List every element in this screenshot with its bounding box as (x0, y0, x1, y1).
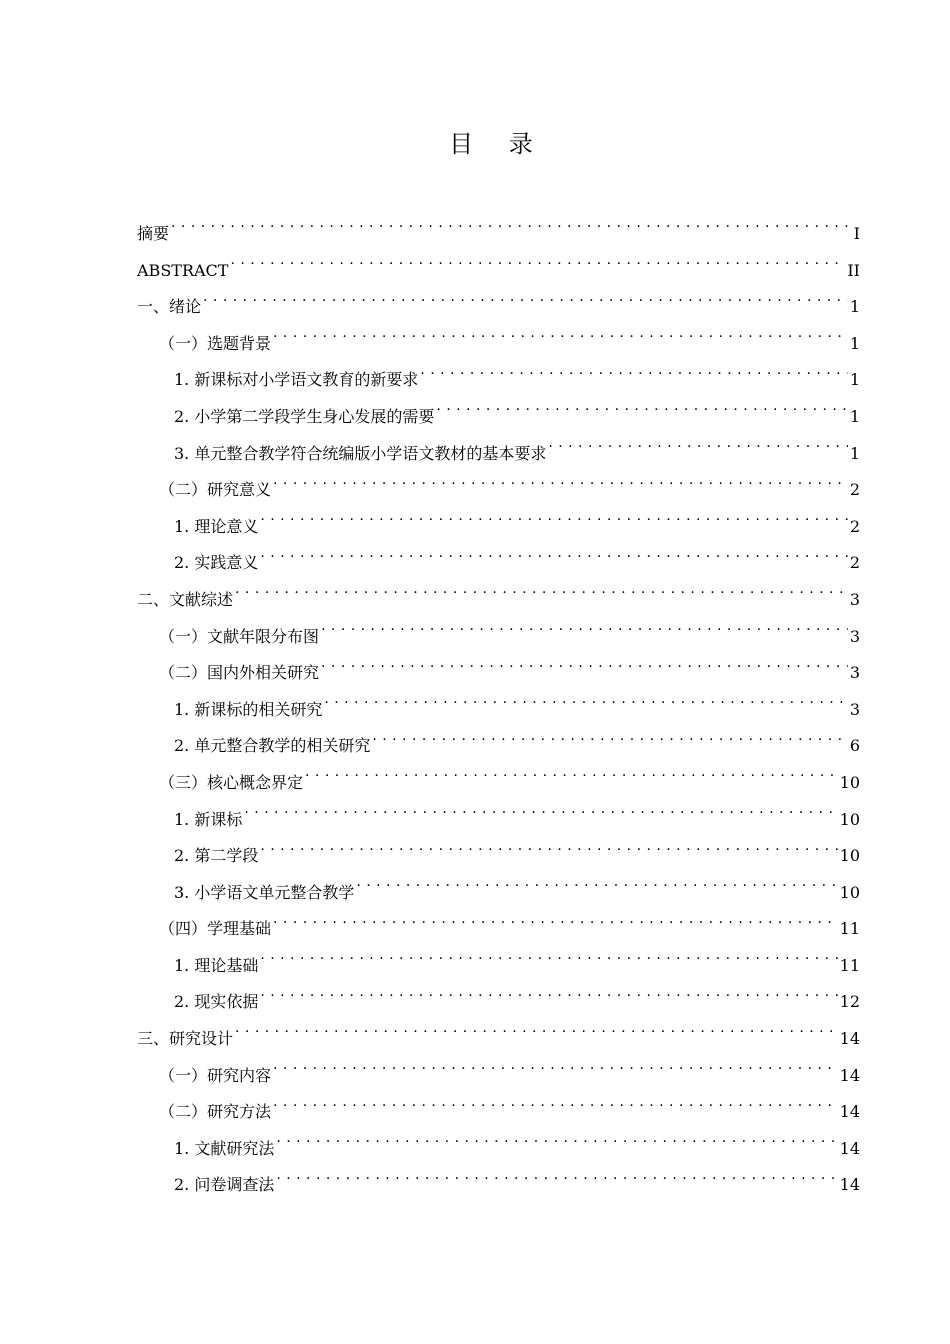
toc-entry[interactable] (137, 1021, 860, 1058)
toc-dot-leader (244, 809, 837, 825)
toc-entry[interactable] (137, 1131, 860, 1168)
toc-dot-leader (260, 955, 837, 971)
toc-entry[interactable] (137, 692, 860, 729)
toc-entry[interactable] (137, 362, 860, 399)
toc-entry-title: （一）选题背景 (159, 333, 272, 353)
toc-entry-page-number: 1 (849, 333, 860, 353)
toc-entry[interactable] (137, 399, 860, 436)
toc-dot-leader (260, 845, 837, 861)
toc-entry-page-number: II (847, 260, 860, 280)
toc-dot-leader (324, 699, 847, 715)
toc-entry[interactable] (137, 911, 860, 948)
toc-dot-leader (372, 735, 847, 751)
toc-entry-title: 1. 新课标对小学语文教育的新要求 (174, 370, 419, 390)
toc-dot-leader (260, 991, 837, 1007)
toc-entry-page-number: 11 (839, 955, 860, 975)
toc-entry-page-number: 14 (839, 1065, 860, 1085)
toc-entry-title: （二）研究方法 (159, 1102, 272, 1122)
toc-dot-leader (305, 772, 838, 788)
toc-entry-title: 2. 单元整合教学的相关研究 (174, 736, 371, 756)
toc-dot-leader (273, 1101, 838, 1117)
toc-entry-title: （二）研究意义 (159, 480, 272, 500)
toc-entry-title: 一、绪论 (137, 297, 202, 317)
toc-entry[interactable] (137, 582, 860, 619)
toc-entry-page-number: 10 (839, 882, 860, 902)
toc-dot-leader (273, 1065, 838, 1081)
toc-dot-leader (230, 260, 845, 276)
toc-list (137, 216, 860, 1204)
toc-entry-title: 3. 小学语文单元整合教学 (174, 882, 355, 902)
toc-entry[interactable] (137, 326, 860, 363)
toc-entry[interactable] (137, 948, 860, 985)
toc-dot-leader (235, 1028, 838, 1044)
toc-entry[interactable] (137, 436, 860, 473)
toc-entry-title: （三）核心概念界定 (159, 772, 304, 792)
toc-entry[interactable] (137, 216, 860, 253)
toc-entry-page-number: 3 (849, 699, 860, 719)
toc-entry-page-number: 14 (839, 1102, 860, 1122)
toc-entry[interactable] (137, 619, 860, 656)
toc-entry[interactable] (137, 1058, 860, 1095)
toc-title: 目 录 (449, 130, 547, 158)
toc-dot-leader (273, 918, 838, 934)
toc-entry-title: 2. 问卷调查法 (174, 1175, 275, 1195)
toc-entry[interactable] (137, 253, 860, 290)
toc-entry-page-number: 3 (849, 626, 860, 646)
toc-entry-title: 1. 理论意义 (174, 516, 259, 536)
toc-dot-leader (548, 443, 847, 459)
toc-dot-leader (273, 333, 848, 349)
toc-entry-page-number: 12 (839, 992, 860, 1012)
toc-entry-title: 1. 新课标 (174, 809, 243, 829)
toc-entry-title: 1. 文献研究法 (174, 1138, 275, 1158)
toc-dot-leader (235, 589, 848, 605)
toc-entry-title: （一）文献年限分布图 (159, 626, 320, 646)
toc-entry-title: （二）国内外相关研究 (159, 663, 320, 683)
toc-entry-page-number: 6 (849, 736, 860, 756)
toc-entry[interactable] (137, 1167, 860, 1204)
toc-entry-page-number: 1 (849, 406, 860, 426)
toc-entry-title: 三、研究设计 (137, 1029, 234, 1049)
toc-dot-leader (321, 626, 848, 642)
toc-entry-page-number: 1 (849, 370, 860, 390)
toc-entry-title: 二、文献综述 (137, 589, 234, 609)
toc-entry[interactable] (137, 802, 860, 839)
toc-entry[interactable] (137, 289, 860, 326)
toc-entry-page-number: 2 (849, 553, 860, 573)
toc-entry-page-number: 3 (849, 589, 860, 609)
toc-entry-title: 2. 小学第二学段学生身心发展的需要 (174, 406, 435, 426)
toc-dot-leader (356, 882, 837, 898)
toc-entry-title: 1. 新课标的相关研究 (174, 699, 323, 719)
toc-entry-page-number: 11 (839, 919, 860, 939)
toc-entry-title: ABSTRACT (137, 260, 229, 280)
toc-dot-leader (321, 662, 848, 678)
toc-entry[interactable] (137, 1094, 860, 1131)
toc-entry-page-number: 3 (849, 663, 860, 683)
toc-entry[interactable] (137, 984, 860, 1021)
toc-entry-page-number: 10 (839, 809, 860, 829)
toc-entry[interactable] (137, 655, 860, 692)
toc-entry[interactable] (137, 509, 860, 546)
toc-entry-page-number: 1 (849, 443, 860, 463)
toc-entry[interactable] (137, 765, 860, 802)
toc-entry-title: 2. 实践意义 (174, 553, 259, 573)
toc-entry-page-number: 10 (839, 772, 860, 792)
toc-dot-leader (420, 369, 847, 385)
toc-entry-page-number: 10 (839, 846, 860, 866)
toc-entry[interactable] (137, 728, 860, 765)
toc-entry-title: 2. 第二学段 (174, 846, 259, 866)
toc-entry-page-number: 14 (839, 1029, 860, 1049)
toc-entry[interactable] (137, 838, 860, 875)
toc-entry-page-number: 2 (849, 480, 860, 500)
toc-entry-page-number: I (853, 224, 860, 243)
toc-dot-leader (171, 223, 852, 239)
toc-dot-leader (203, 296, 848, 312)
toc-entry-title: 1. 理论基础 (174, 955, 259, 975)
toc-dot-leader (276, 1174, 837, 1190)
toc-dot-leader (273, 479, 848, 495)
toc-entry-title: （四）学理基础 (159, 919, 272, 939)
toc-dot-leader (436, 406, 847, 422)
toc-entry-title: （一）研究内容 (159, 1065, 272, 1085)
toc-entry[interactable] (137, 545, 860, 582)
toc-entry-title: 2. 现实依据 (174, 992, 259, 1012)
toc-entry-title: 3. 单元整合教学符合统编版小学语文教材的基本要求 (174, 443, 547, 463)
toc-dot-leader (276, 1138, 837, 1154)
toc-entry-page-number: 2 (849, 516, 860, 536)
toc-entry-page-number: 14 (839, 1175, 860, 1195)
toc-entry-page-number: 14 (839, 1138, 860, 1158)
toc-entry-title: 摘要 (137, 224, 170, 243)
toc-dot-leader (260, 516, 847, 532)
toc-entry[interactable] (137, 472, 860, 509)
toc-entry[interactable] (137, 875, 860, 912)
toc-dot-leader (260, 552, 847, 568)
toc-entry-page-number: 1 (849, 297, 860, 317)
